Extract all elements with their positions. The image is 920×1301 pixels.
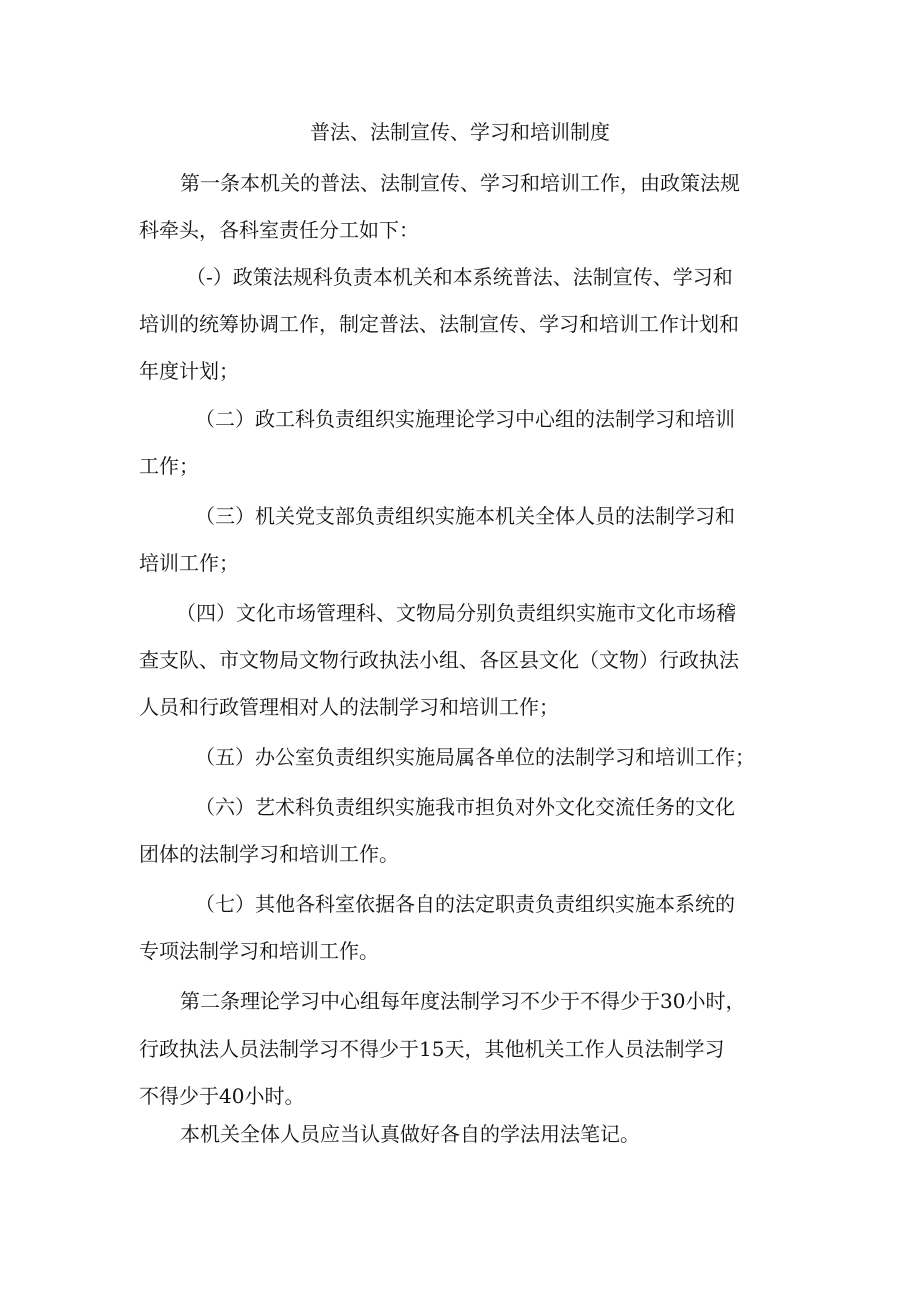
paragraph-line: （-）政策法规科负责本机关和本系统普法、法制宣传、学习和 (186, 265, 733, 289)
paragraph-line: （三）机关党支部负责组织实施本机关全体人员的法制学习和 (195, 504, 735, 528)
paragraph-line: （二）政工科负责组织实施理论学习中心组的法制学习和培训 (195, 407, 735, 431)
paragraph-line: 年度计划； (139, 359, 239, 383)
document-title: 普法、法制宣传、学习和培训制度 (310, 120, 610, 144)
paragraph-line: 科牵头，各科室责任分工如下： (139, 218, 419, 242)
paragraph-line: 第二条理论学习中心组每年度法制学习不少于不得少于30小时， (180, 989, 746, 1013)
paragraph-line: 查支队、市文物局文物行政执法小组、各区县文化（文物）行政执法 (139, 648, 739, 672)
paragraph-line: 行政执法人员法制学习不得少于15天，其他机关工作人员法制学习 (139, 1037, 725, 1061)
paragraph-line: （四）文化市场管理科、文物局分别负责组织实施市文化市场稽 (176, 601, 736, 625)
paragraph-line: 第一条本机关的普法、法制宣传、学习和培训工作，由政策法规 (180, 171, 740, 195)
paragraph-line: 培训工作； (139, 551, 239, 575)
paragraph-line: 人员和行政管理相对人的法制学习和培训工作； (139, 695, 559, 719)
paragraph-line: （五）办公室负责组织实施局属各单位的法制学习和培训工作； (195, 745, 755, 769)
paragraph-line: （七）其他各科室依据各自的法定职责负责组织实施本系统的 (195, 892, 735, 916)
paragraph-line: 专项法制学习和培训工作。 (139, 939, 379, 963)
paragraph-line: 本机关全体人员应当认真做好各自的学法用法笔记。 (180, 1122, 640, 1146)
paragraph-line: 团体的法制学习和培训工作。 (139, 842, 399, 866)
paragraph-line: 培训的统筹协调工作，制定普法、法制宣传、学习和培训工作计划和 (139, 312, 739, 336)
paragraph-line: （六）艺术科负责组织实施我市担负对外文化交流任务的文化 (195, 795, 735, 819)
paragraph-line: 工作； (139, 454, 199, 478)
paragraph-line: 不得少于40小时。 (139, 1084, 305, 1108)
